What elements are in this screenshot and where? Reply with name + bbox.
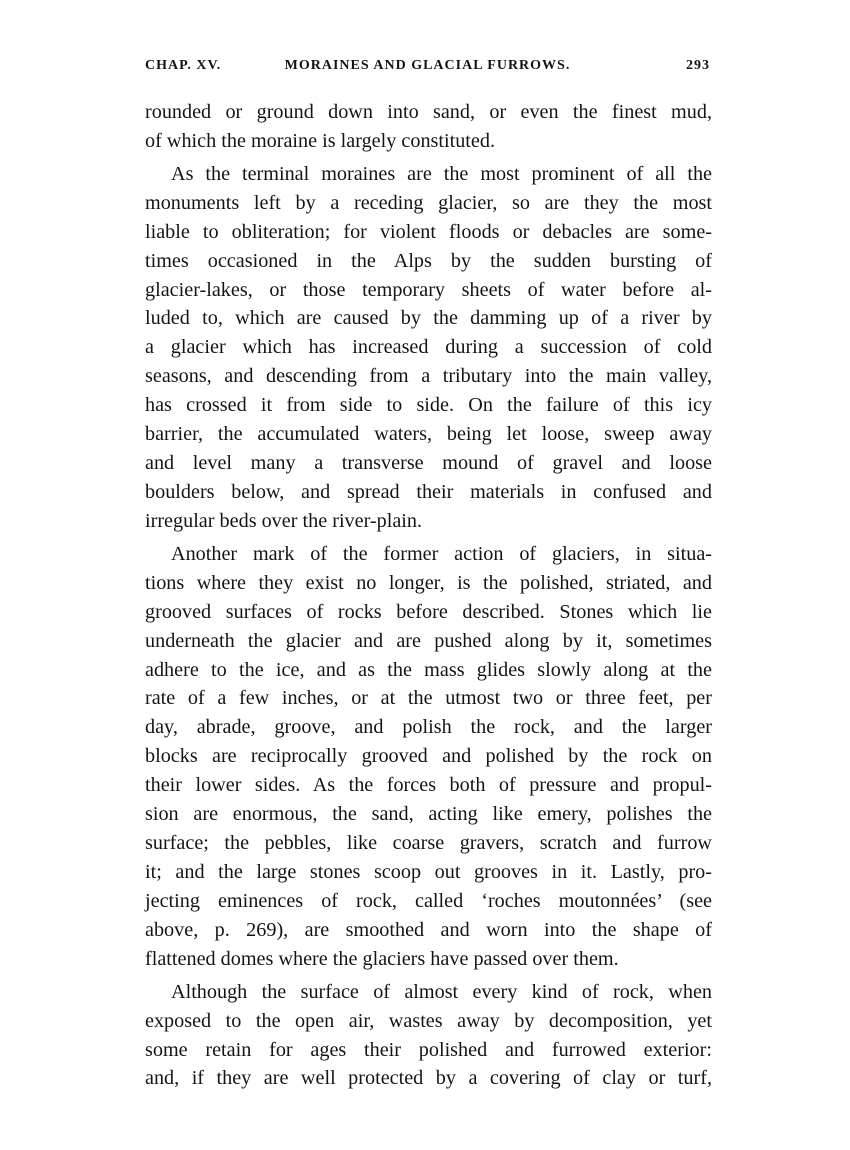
text-line: flattened domes where the glaciers have passed over them. [145, 947, 619, 970]
text-line: adhere to the ice, and as the mass glides slowly along at the [145, 658, 712, 681]
running-head [145, 58, 710, 82]
paragraph [145, 978, 712, 1094]
chapter-label: CHAP. XV. [145, 58, 222, 73]
text-line: luded to, which are caused by the damming up of a river by [145, 307, 712, 330]
text-line: of which the moraine is largely constituted. [145, 129, 496, 152]
text-line: rate of a few inches, or at the utmost two or three feet, per [145, 687, 712, 710]
body-text [145, 98, 712, 1093]
text-line: above, p. 269), are smoothed and worn into the shape of [145, 918, 712, 941]
text-line: jecting eminences of rock, called ‘roches moutonnées’ (see [145, 889, 712, 912]
text-line: tions where they exist no longer, is the polished, striated, and [145, 571, 712, 594]
text-line: barrier, the accumulated waters, being let loose, sweep away [145, 423, 712, 446]
text-line: Although the surface of almost every kind of rock, when [171, 980, 712, 1003]
text-line: monuments left by a receding glacier, so are they the most [145, 191, 712, 214]
text-line: has crossed it from side to side. On the failure of this icy [145, 394, 712, 417]
text-line: a glacier which has increased during a succession of cold [145, 336, 712, 359]
text-line: it; and the large stones scoop out grooves in it. Lastly, pro- [145, 860, 712, 883]
text-line: boulders below, and spread their materials in confused and [145, 480, 712, 503]
text-line: rounded or ground down into sand, or even the finest mud, [145, 101, 712, 123]
text-line: As the terminal moraines are the most prominent of all the [171, 162, 712, 185]
text-line: some retain for ages their polished and furrowed exterior: [145, 1038, 712, 1061]
text-line: blocks are reciprocally grooved and polished by the rock on [145, 745, 712, 768]
paragraph [145, 540, 712, 974]
page-number: 293 [686, 58, 710, 73]
text-line: liable to obliteration; for violent floods or debacles are some- [145, 220, 712, 243]
text-line: exposed to the open air, wastes away by decomposition, yet [145, 1009, 712, 1032]
text-line: surface; the pebbles, like coarse gravers, scratch and furrow [145, 832, 712, 855]
text-line: grooved surfaces of rocks before described. Stones which lie [145, 600, 712, 623]
text-line: times occasioned in the Alps by the sudden bursting of [145, 249, 712, 272]
paragraph [145, 160, 712, 536]
text-line: and, if they are well protected by a covering of clay or turf, [145, 1067, 712, 1090]
text-line: Another mark of the former action of glaciers, in situa- [171, 542, 712, 565]
text-line: seasons, and descending from a tributary into the main valley, [145, 365, 712, 388]
text-line: sion are enormous, the sand, acting like emery, polishes the [145, 803, 712, 826]
chapter-title: MORAINES AND GLACIAL FURROWS. [284, 58, 571, 73]
text-line: irregular beds over the river-plain. [145, 509, 423, 532]
text-line: glacier-lakes, or those temporary sheets of water before al- [145, 278, 712, 301]
text-line: underneath the glacier and are pushed along by it, sometimes [145, 629, 712, 652]
text-line: day, abrade, groove, and polish the rock, and the larger [145, 716, 712, 739]
text-line: and level many a transverse mound of gravel and loose [145, 452, 712, 475]
text-line: their lower sides. As the forces both of pressure and propul- [145, 774, 712, 797]
paragraph [145, 98, 712, 156]
